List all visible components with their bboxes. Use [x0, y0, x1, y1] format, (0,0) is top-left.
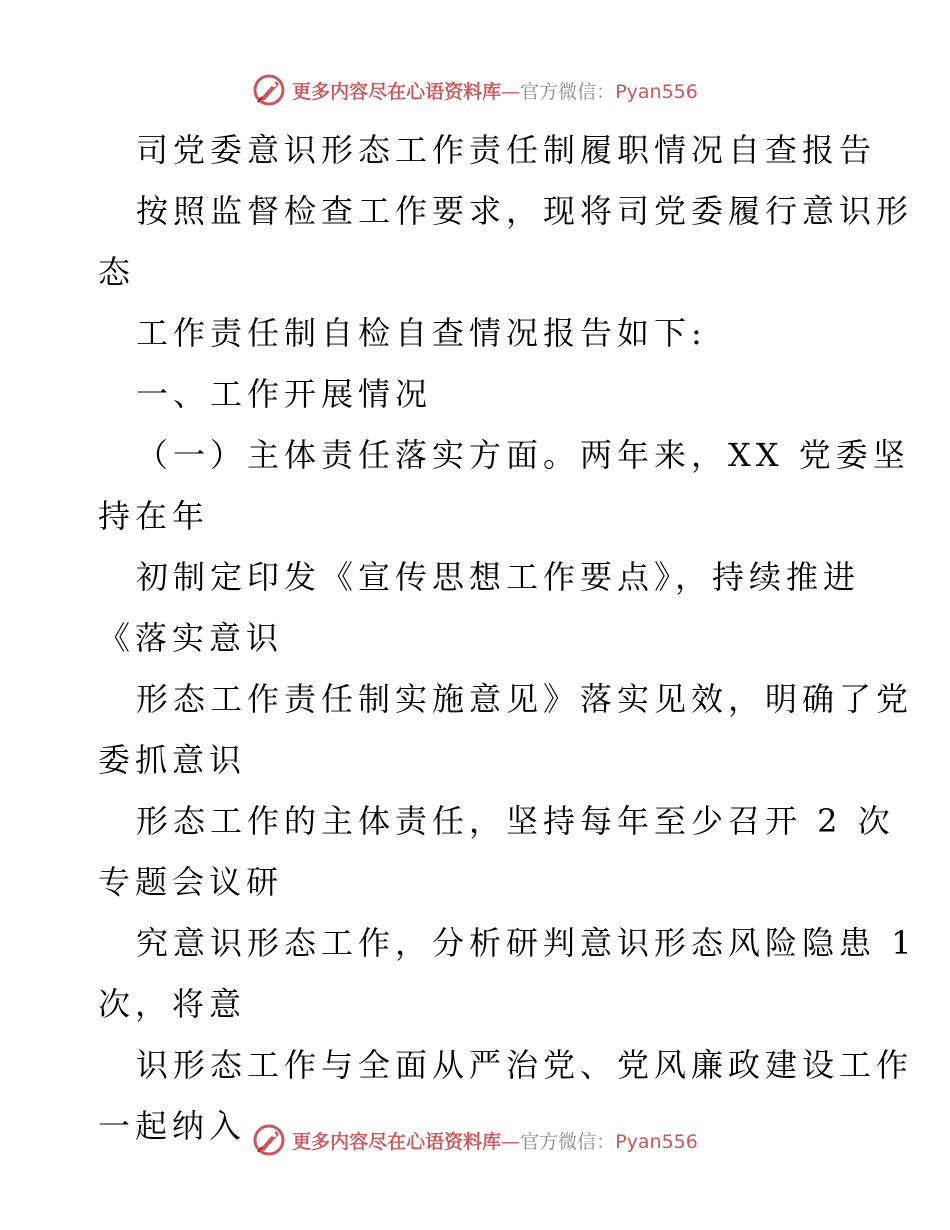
watermark-text: [292, 77, 698, 104]
section-heading: 一、工作开展情况: [136, 375, 433, 413]
body-line: 工作责任制自检自查情况报告如下:: [136, 314, 707, 352]
body-line: 一起纳入: [98, 1107, 247, 1145]
body-line: 究意识形态工作，分析研判意识形态风险隐患 1: [136, 924, 917, 962]
watermark-wechat-id: Pyan556: [615, 1130, 698, 1153]
body-line: 持在年: [98, 497, 210, 535]
document-body: [98, 120, 917, 1157]
quill-pen-logo-icon: [252, 73, 286, 107]
body-line: 委抓意识: [98, 741, 247, 779]
header-watermark-banner: [0, 70, 950, 110]
footer-watermark-banner: [0, 1120, 950, 1160]
body-line: 形态工作责任制实施意见》落实见效，明确了党: [136, 680, 914, 718]
body-line: 态: [98, 253, 136, 291]
body-line: 《落实意识: [98, 619, 284, 657]
body-line: （一）主体责任落实方面。两年来，XX 党委坚: [136, 436, 910, 474]
body-line: 次，将意: [98, 985, 247, 1023]
watermark-text: [292, 1127, 698, 1154]
body-line: 识形态工作与全面从严治党、党风廉政建设工作: [136, 1046, 914, 1084]
body-line: 专题会议研: [98, 863, 284, 901]
body-line: 形态工作的主体责任，坚持每年至少召开 2 次: [136, 802, 895, 840]
watermark-brand: 更多内容尽在心语资料库: [292, 80, 502, 103]
watermark-wechat-label: 官方微信：: [520, 80, 616, 103]
watermark-wechat-id: Pyan556: [615, 80, 698, 103]
body-line: 按照监督检查工作要求，现将司党委履行意识形: [136, 192, 914, 230]
body-line: 初制定印发《宣传思想工作要点》，持续推进: [136, 558, 861, 596]
document-title-line: 司党委意识形态工作责任制履职情况自查报告: [136, 131, 877, 169]
watermark-brand: 更多内容尽在心语资料库: [292, 1130, 502, 1153]
watermark-dash: —: [501, 80, 521, 103]
quill-pen-logo-icon: [252, 1123, 286, 1157]
watermark-dash: —: [501, 1130, 521, 1153]
watermark-wechat-label: 官方微信：: [520, 1130, 616, 1153]
